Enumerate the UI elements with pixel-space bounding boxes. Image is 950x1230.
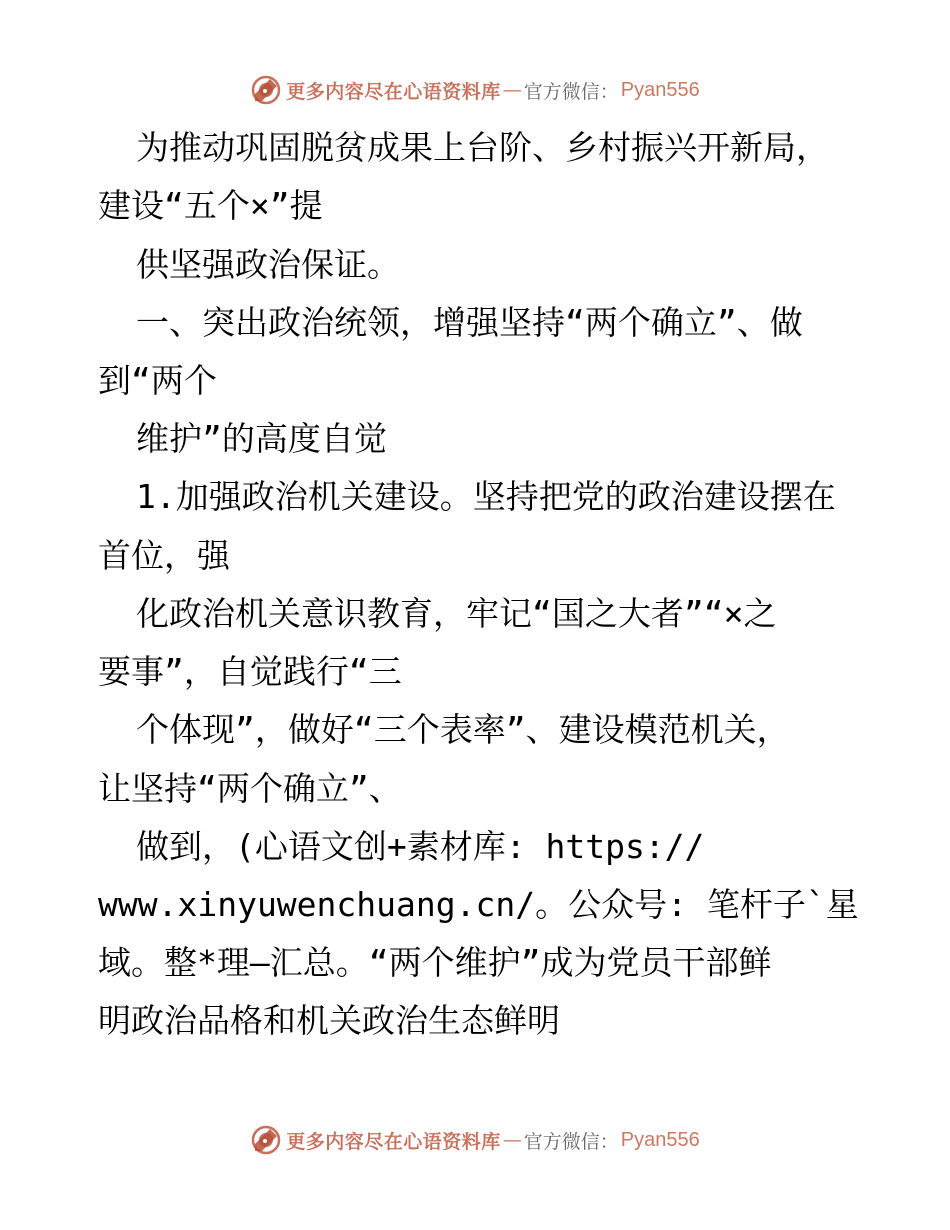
body-line-8: 首位，强 [98,536,230,575]
header-wechat-id: Pyan556 [620,78,700,101]
footer-banner [0,1120,950,1160]
header-separator: — [502,79,522,101]
header-banner-text: 更多内容尽在心语资料库 [286,80,501,103]
footer-separator: — [502,1129,522,1151]
body-line-14: www.xinyuwenchuang.cn/。公众号: 笔杆子`星 [98,885,859,924]
header-banner [0,70,950,110]
body-line-10: 要事”，自觉践行“三 [98,652,402,691]
header-wechat-label: 官方微信： [523,80,619,103]
body-line-15: 域。整*理—汇总。“两个维护”成为党员干部鲜 [98,943,772,982]
body-line-12: 让坚持“两个确立”、 [98,769,402,808]
footer-banner-text: 更多内容尽在心语资料库 [286,1130,501,1153]
body-line-7: 1.加强政治机关建设。坚持把党的政治建设摆在 [136,477,836,516]
body-line-4: 一、突出政治统领，增强坚持“两个确立”、做 [136,303,803,342]
pen-logo-icon [250,74,282,106]
footer-wechat-label: 官方微信： [523,1130,619,1153]
footer-wechat-id: Pyan556 [620,1128,700,1151]
body-line-13: 做到，(心语文创+素材库: https:// [136,827,705,866]
body-line-6: 维护”的高度自觉 [136,419,387,458]
body-line-16: 明政治品格和机关政治生态鲜明 [98,1001,560,1040]
body-line-5: 到“两个 [98,361,217,400]
pen-logo-icon [250,1124,282,1156]
body-line-2: 建设“五个×”提 [98,186,323,225]
body-line-11: 个体现”，做好“三个表率”、建设模范机关， [136,710,790,749]
body-line-1: 为推动巩固脱贫成果上台阶、乡村振兴开新局， [136,128,829,167]
body-line-3: 供坚强政治保证。 [136,245,400,284]
body-line-9: 化政治机关意识教育，牢记“国之大者”“×之 [136,594,777,633]
